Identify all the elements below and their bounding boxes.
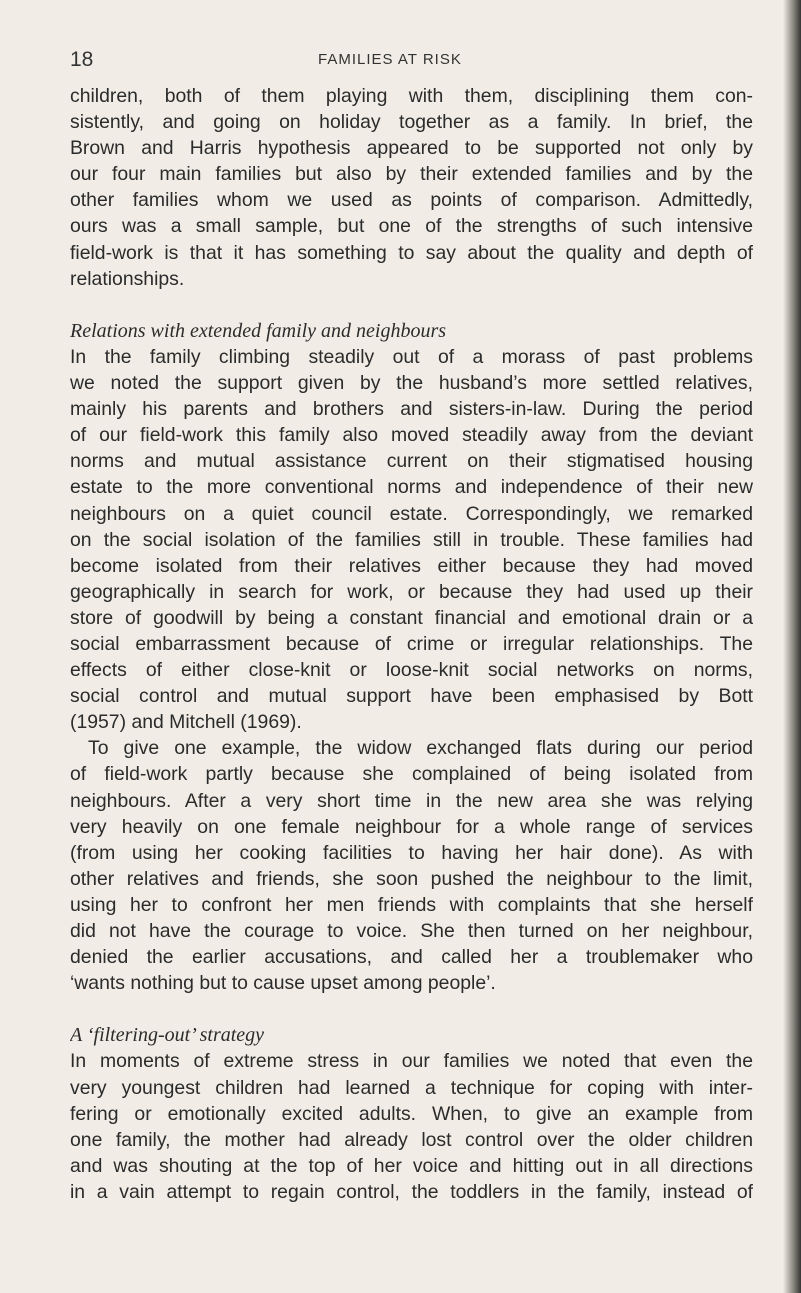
text-line: sistently, and going on holiday together as a family. In brief, the: [70, 111, 753, 134]
text-line: on the social isolation of the families still in trouble. These families had: [70, 528, 753, 551]
text-line: To give one example, the widow exchanged flats during our period: [88, 737, 753, 760]
page-edge-shadow: [783, 0, 801, 1293]
text-line: very youngest children had learned a technique for coping with inter-: [70, 1076, 753, 1099]
text-line: mainly his parents and brothers and sisters-in-law. During the period: [70, 398, 753, 421]
text-line: fering or emotionally excited adults. When, to give an example from: [70, 1102, 753, 1125]
body-text: [70, 83, 753, 1205]
text-line: Brown and Harris hypothesis appeared to be supported not only by: [70, 137, 753, 160]
paragraph-gap: [70, 292, 753, 318]
section-heading: A ‘filtering-out’ strategy: [70, 1024, 265, 1047]
text-line: become isolated from their relatives either because they had moved: [70, 554, 753, 577]
text-line: one family, the mother had already lost control over the older children: [70, 1128, 753, 1151]
text-line: (1957) and Mitchell (1969).: [70, 711, 302, 734]
text-line: children, both of them playing with them, disciplining them con-: [70, 85, 753, 107]
text-line: very heavily on one female neighbour for a whole range of services: [70, 815, 753, 838]
section-heading: Relations with extended family and neighbours: [70, 319, 447, 342]
text-line: ours was a small sample, but one of the strengths of such intensive: [70, 215, 753, 238]
text-line: norms and mutual assistance current on their stigmatised housing: [70, 450, 753, 473]
page-number: 18: [70, 48, 94, 71]
paragraph: [70, 1048, 753, 1205]
text-line: our four main families but also by their extended families and by the: [70, 163, 753, 186]
text-line: of field-work partly because she complained of being isolated from: [70, 763, 753, 786]
paragraph: [70, 83, 753, 292]
text-line: neighbours on a quiet council estate. Correspondingly, we remarked: [70, 502, 753, 525]
text-line: In the family climbing steadily out of a morass of past problems: [70, 345, 753, 368]
paragraph: [70, 344, 753, 735]
text-line: field-work is that it has something to say about the quality and depth of: [70, 241, 753, 264]
running-head: [70, 48, 740, 72]
text-line: in a vain attempt to regain control, the toddlers in the family, instead of: [70, 1180, 753, 1203]
text-line: In moments of extreme stress in our families we noted that even the: [70, 1050, 753, 1073]
text-line: relationships.: [70, 267, 185, 290]
text-line: other families whom we used as points of comparison. Admittedly,: [70, 189, 753, 212]
text-line: and was shouting at the top of her voice and hitting out in all directions: [70, 1154, 753, 1177]
text-line: social embarrassment because of crime or irregular relationships. The: [70, 632, 753, 655]
text-line: estate to the more conventional norms and independence of their new: [70, 476, 753, 499]
running-title: FAMILIES AT RISK: [318, 51, 462, 68]
text-line: ‘wants nothing but to cause upset among people’.: [70, 972, 496, 995]
text-line: (from using her cooking facilities to having her hair done). As with: [70, 841, 753, 864]
paragraph: [70, 735, 753, 996]
text-line: denied the earlier accusations, and called her a troublemaker who: [70, 946, 753, 969]
text-line: did not have the courage to voice. She then turned on her neighbour,: [70, 920, 753, 942]
text-line: geographically in search for work, or because they had used up their: [70, 580, 753, 603]
text-line: social control and mutual support have been emphasised by Bott: [70, 685, 753, 708]
text-line: effects of either close-knit or loose-knit social networks on norms,: [70, 659, 753, 682]
text-line: of our field-work this family also moved steadily away from the deviant: [70, 424, 753, 447]
text-line: neighbours. After a very short time in the new area she was relying: [70, 789, 753, 812]
text-line: using her to confront her men friends with complaints that she herself: [70, 893, 753, 916]
text-line: other relatives and friends, she soon pushed the neighbour to the limit,: [70, 867, 753, 890]
paragraph-gap: [70, 996, 753, 1022]
text-line: store of goodwill by being a constant financial and emotional drain or a: [70, 606, 753, 629]
text-line: we noted the support given by the husband’s more settled relatives,: [70, 372, 753, 395]
